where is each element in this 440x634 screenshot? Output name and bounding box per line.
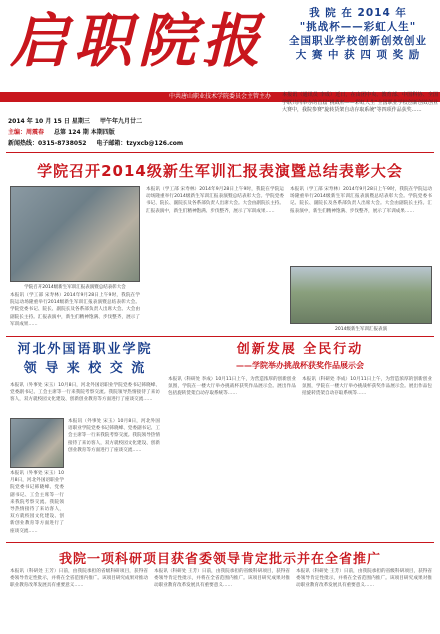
top-headline-line2: "挑战杯——彩虹人生" [299, 21, 417, 33]
photo-caption-1: 学院召开2014级新生军训汇报表演暨总结表彰大会 [24, 285, 126, 290]
story4-headline[interactable]: 我院一项科研项目获省委领导肯定批示并在全省推广 [58, 552, 381, 567]
story4-body-1: 本报讯（科研处 王芳）日前，由我院承担的省级科研项目，获得省委领导肯定性批示，并将在全省范围内推广。该项目研究成果对推动职业教育改革发展具有重要意义…… [10, 569, 148, 589]
top-headline-line3: 全国职业学校创新创效创业 [289, 35, 427, 47]
newspaper-title: 启职院报 [10, 7, 267, 75]
main-story-body-3: 本报讯（学工部 宋寿林）2014年9月28日上午9时，我院在学院运动场隆重举行2014级新生军训汇报表演暨总结表彰大会。学院党委书记、院长、副院长及各系部负责人出席大会。大会由副院长主持。汇报表演中，新生们精神饱满、步伐整齐，展示了军训成果…… [290, 187, 432, 214]
top-headline-line4: 大 赛 中 获 四 项 奖 励 [295, 49, 421, 61]
divider [6, 542, 434, 543]
story2-title-2: 领 导 来 校 交 流 [23, 361, 147, 376]
story3-headline[interactable] [168, 340, 432, 372]
story3-title: 创新发展 全民行动 [236, 342, 364, 357]
story4-body-3: 本报讯（科研处 王芳）日前，由我院承担的省级科研项目，获得省委领导肯定性批示，并将在全省范围内推广。该项目研究成果对推动职业教育改革发展具有重要意义…… [296, 569, 432, 589]
photo-meeting [10, 186, 140, 282]
main-story-body-1: 本报讯（学工部 宋寿林）2014年9月28日上午9时，我院在学院运动场隆重举行2014级新生军训汇报表演暨总结表彰大会。学院党委书记、院长、副院长及各系部负责人出席大会。大会由副院长主持。汇报表演中，新生们精神饱满、步伐整齐，展示了军训成果…… [10, 293, 140, 327]
story2-body-3: 本报讯（外事处 宋玉）10月8日，河北外国语职业学院党委书记韩晓峰、党委副书记、工会主席等一行来我院考察交流。我院领导热情接待了来访客人，双方就校园文化建设、创新创业教育等方面进行了座谈交流…… [10, 471, 64, 534]
story2-title-1: 河北外国语职业学院 [17, 342, 153, 357]
masthead [10, 6, 270, 92]
main-story-body-2: 本报讯（学工部 宋寿林）2014年9月28日上午9时，我院在学院运动场隆重举行2014级新生军训汇报表演暨总结表彰大会。学院党委书记、院长、副院长及各系部负责人出席大会。大会由副院长主持。汇报表演中，新生们精神饱满、步伐整齐，展示了军训成果…… [146, 187, 284, 214]
story2-body-2: 本报讯（外事处 宋玉）10月8日，河北外国语职业学院党委书记韩晓峰、党委副书记、工会主席等一行来我院考察交流。我院领导热情接待了来访客人，双方就校园文化建设、创新创业教育等方面进行了座谈交流…… [68, 419, 160, 453]
sponsor-text: 中共唐山职业技术学院委员会主管主办 [168, 93, 271, 100]
story4-body-2: 本报讯（科研处 王芳）日前，由我院承担的省级科研项目，获得省委领导肯定性批示，并将在全省范围内推广。该项目研究成果对推动职业教育改革发展具有重要意义…… [154, 569, 290, 589]
issue-tel: 新闻热线：0315-8738052 [8, 140, 87, 147]
issue-date: 2014 年 10 月 15 日 星期三 [8, 118, 90, 125]
story2-photo [10, 418, 64, 468]
issue-number: 总第 124 期 本期四版 [54, 129, 115, 136]
divider [6, 336, 434, 337]
top-headline[interactable] [280, 6, 436, 94]
top-headline-summary: 本报讯（通讯员 李成）近日，在由团中央、教育部、中国科协、全国学联共同举办的首届"挑战杯——彩虹人生"全国职业学校创新创效创业大赛中，我院参赛"旋转货架自动存取系统"等四项作品获奖…… [282, 92, 438, 113]
photo-drill [290, 266, 432, 324]
divider [6, 152, 434, 153]
issue-info [8, 116, 308, 149]
main-headline[interactable]: 学院召开2014级新生军训汇报表演暨总结表彰大会 [37, 162, 403, 180]
top-headline-line1: 我 院 在 2014 年 [309, 7, 407, 19]
story2-body-1: 本报讯（外事处 宋玉）10月8日，河北外国语职业学院党委书记韩晓峰、党委副书记、工会主席等一行来我院考察交流。我院领导热情接待了来访客人，双方就校园文化建设、创新创业教育等方面进行了座谈交流…… [10, 383, 160, 403]
story3-body-1: 本报讯（科研处 李成）10月11日上午，为营造浓厚的创新创业氛围，学院在一楼大厅举办挑战杯获奖作品展示会。展出作品包括旋转货架自动存取系统等…… [168, 377, 296, 397]
photo-caption-2: 2014级新生军训汇报表演 [335, 327, 387, 332]
story2-headline[interactable] [10, 340, 160, 378]
issue-email: 电子邮箱：tzyxcb@126.com [96, 140, 184, 147]
story3-subtitle: ——学院举办挑战杯获奖作品展示会 [236, 361, 364, 370]
issue-lunar: 甲午年九月廿二 [99, 118, 142, 125]
issue-editor: 主编：周震春 [8, 129, 45, 136]
story3-body-2: 本报讯（科研处 李成）10月11日上午，为营造浓厚的创新创业氛围，学院在一楼大厅举办挑战杯获奖作品展示会。展出作品包括旋转货架自动存取系统等…… [302, 377, 432, 397]
